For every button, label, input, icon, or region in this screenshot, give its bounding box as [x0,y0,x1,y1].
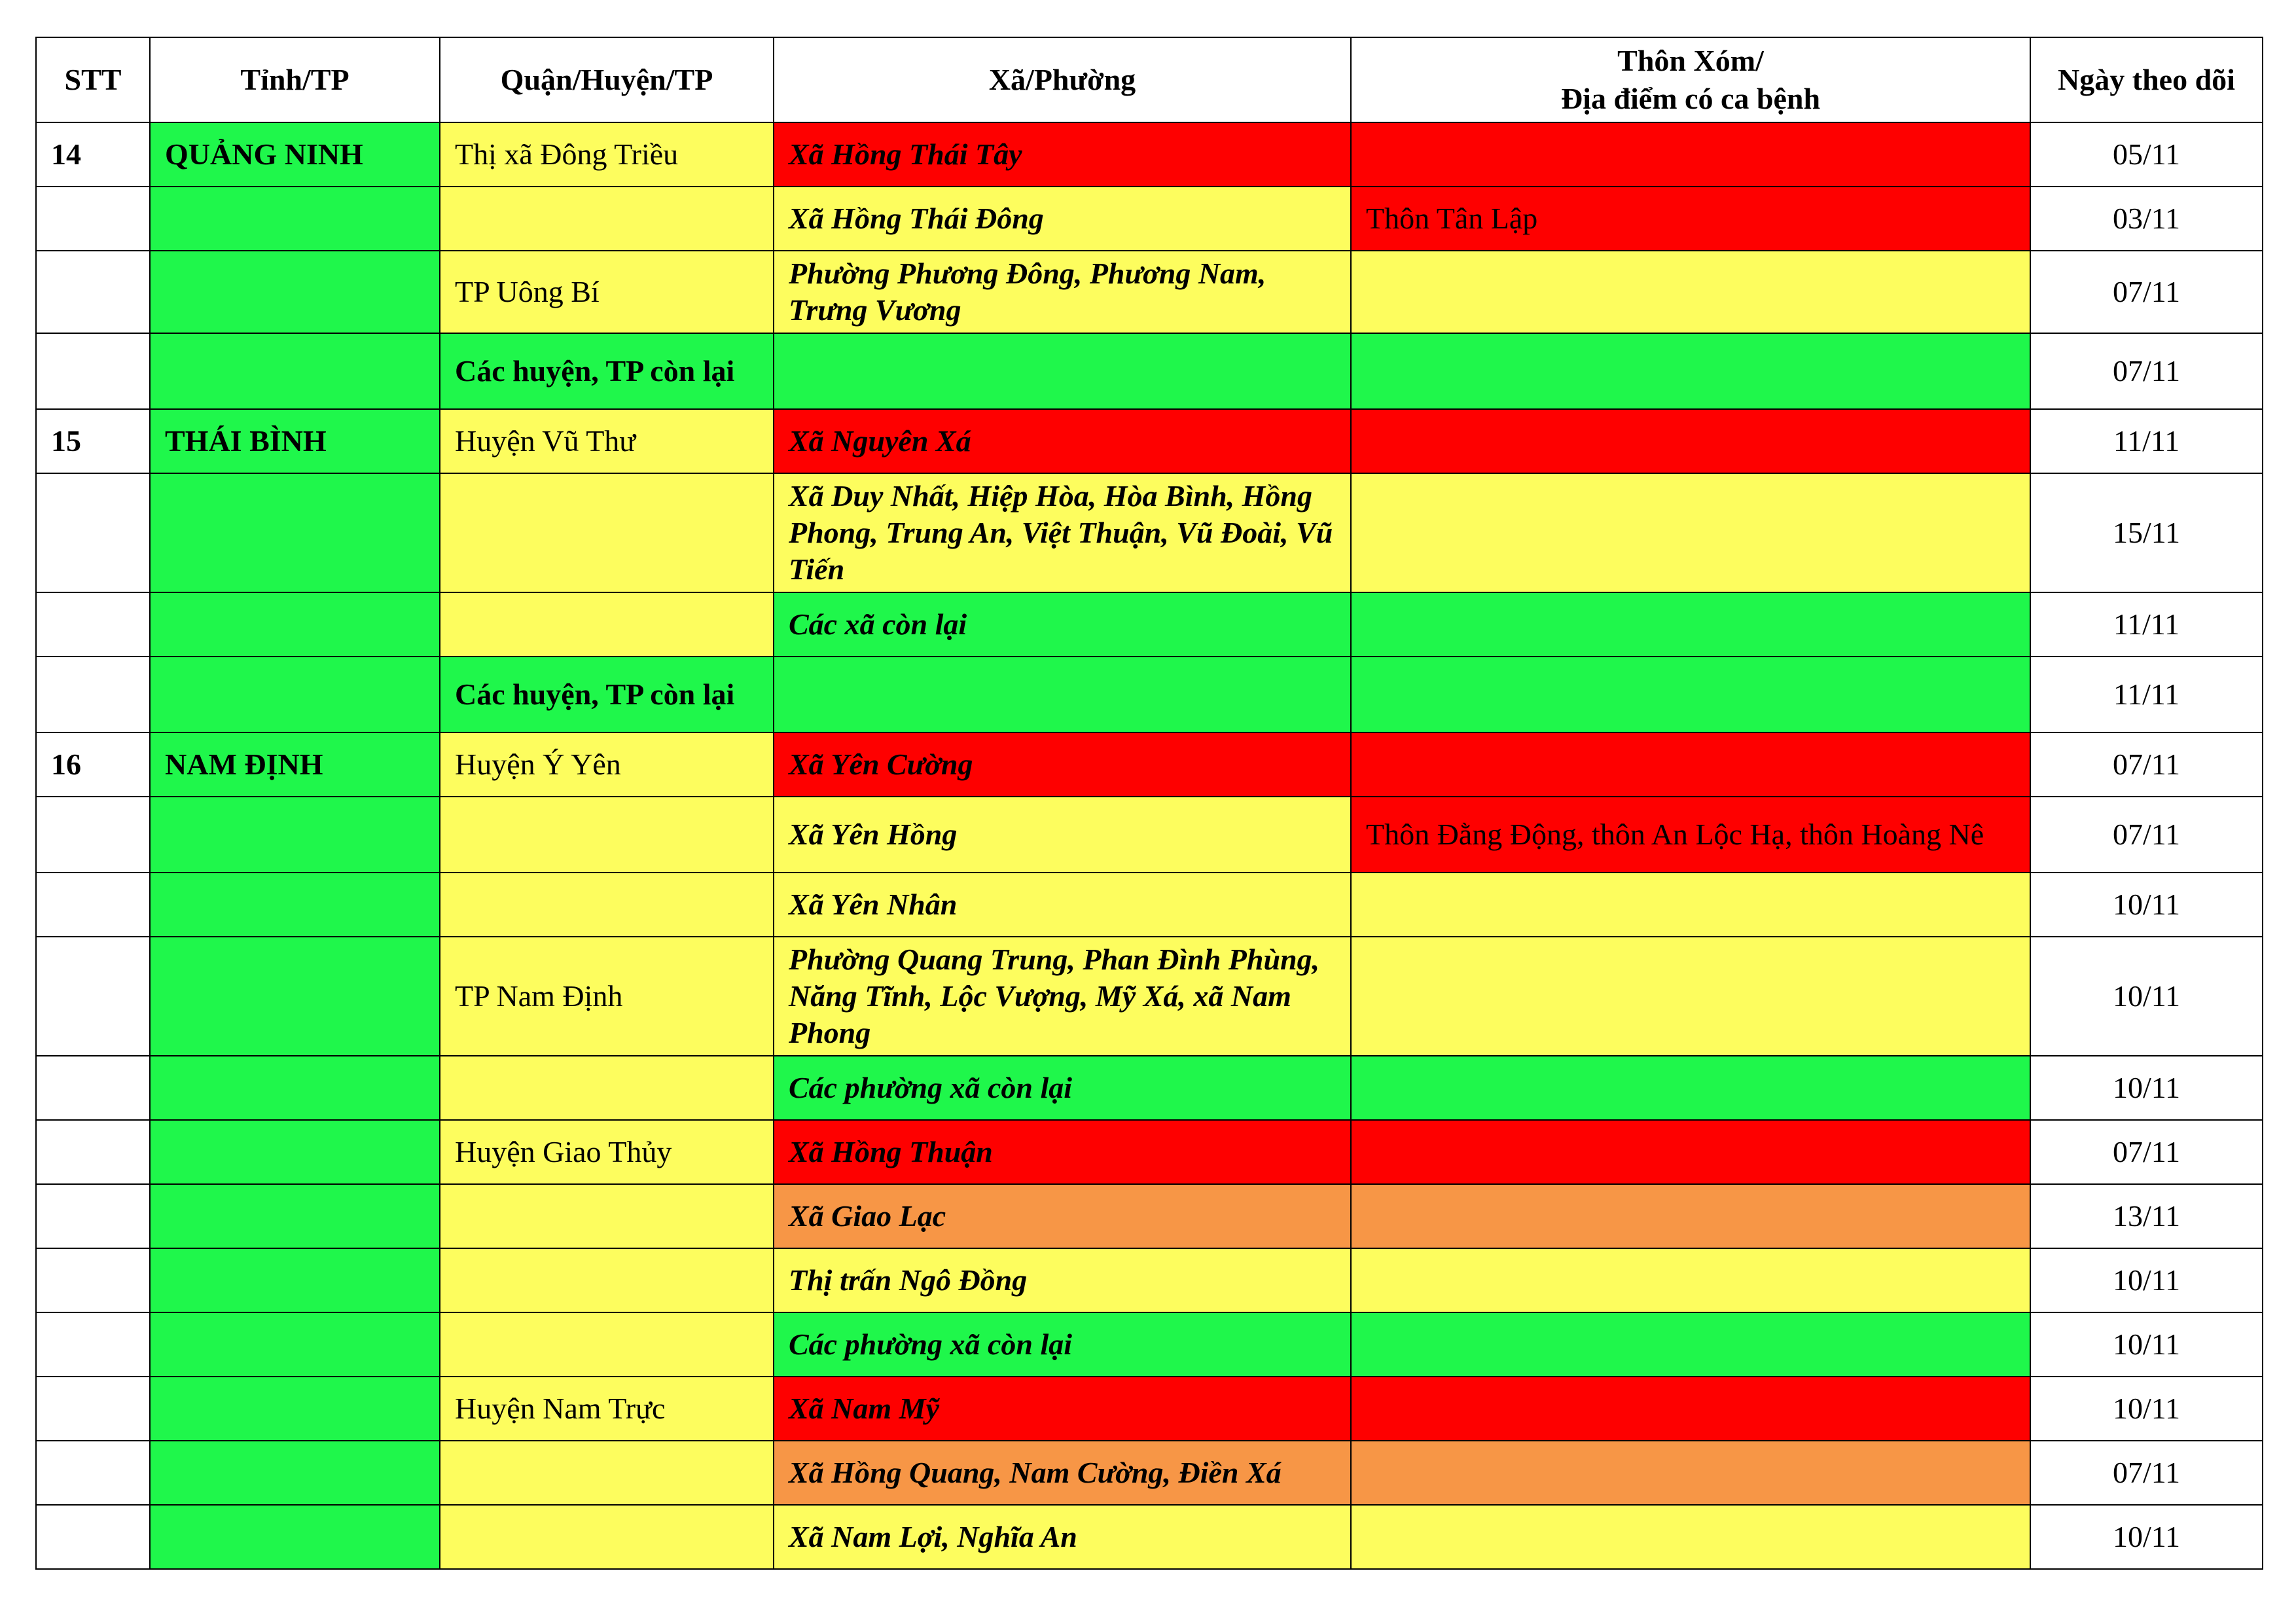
stt-cell [36,873,150,937]
date-cell: 07/11 [2030,732,2263,797]
table-row [36,409,2263,473]
province-cell [150,1377,440,1441]
date-cell: 03/11 [2030,187,2263,251]
header-village-line1: Thôn Xóm/ [1617,44,1764,77]
province-cell [150,1056,440,1120]
stt-cell: 14 [36,122,150,187]
province-cell [150,592,440,657]
stt-cell [36,1377,150,1441]
table-row [36,1312,2263,1377]
province-cell [150,873,440,937]
district-cell: Các huyện, TP còn lại [440,657,774,732]
table-row [36,122,2263,187]
table-row [36,187,2263,251]
stt-cell [36,797,150,873]
date-cell: 11/11 [2030,657,2263,732]
district-cell [440,1441,774,1505]
province-cell [150,251,440,333]
risk-level-table [35,37,2263,1570]
ward-cell: Xã Hồng Thuận [774,1120,1351,1184]
ward-cell: Các xã còn lại [774,592,1351,657]
date-cell: 11/11 [2030,409,2263,473]
date-cell: 10/11 [2030,937,2263,1056]
stt-cell [36,592,150,657]
province-cell [150,1248,440,1312]
stt-cell [36,1056,150,1120]
ward-cell: Phường Phương Đông, Phương Nam, Trưng Vương [774,251,1351,333]
stt-cell [36,1120,150,1184]
village-cell: Thôn Đằng Động, thôn An Lộc Hạ, thôn Hoàng Nê [1351,797,2030,873]
date-cell: 10/11 [2030,1312,2263,1377]
date-cell: 10/11 [2030,1377,2263,1441]
province-cell: QUẢNG NINH [150,122,440,187]
province-cell: NAM ĐỊNH [150,732,440,797]
stt-cell [36,187,150,251]
stt-cell [36,1248,150,1312]
header-district: Quận/Huyện/TP [440,37,774,122]
village-cell [1351,333,2030,409]
province-cell [150,1312,440,1377]
stt-cell [36,1505,150,1569]
province-cell [150,1120,440,1184]
province-cell [150,937,440,1056]
ward-cell: Các phường xã còn lại [774,1056,1351,1120]
village-cell [1351,1248,2030,1312]
table-row [36,657,2263,732]
header-stt: STT [36,37,150,122]
province-cell [150,1184,440,1248]
village-cell: Thôn Tân Lập [1351,187,2030,251]
date-cell: 05/11 [2030,122,2263,187]
table-row [36,797,2263,873]
village-cell [1351,251,2030,333]
district-cell: Huyện Giao Thủy [440,1120,774,1184]
village-cell [1351,873,2030,937]
date-cell: 07/11 [2030,1441,2263,1505]
district-cell [440,473,774,592]
table-row [36,473,2263,592]
stt-cell [36,333,150,409]
district-cell [440,1248,774,1312]
table-row [36,1120,2263,1184]
date-cell: 10/11 [2030,873,2263,937]
village-cell [1351,592,2030,657]
district-cell: Các huyện, TP còn lại [440,333,774,409]
date-cell: 10/11 [2030,1248,2263,1312]
date-cell: 07/11 [2030,333,2263,409]
province-cell [150,657,440,732]
village-cell [1351,1377,2030,1441]
ward-cell: Xã Nguyên Xá [774,409,1351,473]
table-row [36,333,2263,409]
village-cell [1351,1505,2030,1569]
province-cell [150,333,440,409]
table-row [36,873,2263,937]
ward-cell: Xã Duy Nhất, Hiệp Hòa, Hòa Bình, Hồng Phong, Trung An, Việt Thuận, Vũ Đoài, Vũ Tiến [774,473,1351,592]
village-cell [1351,473,2030,592]
district-cell: Huyện Ý Yên [440,732,774,797]
date-cell: 07/11 [2030,251,2263,333]
village-cell [1351,657,2030,732]
header-village-line2: Địa điểm có ca bệnh [1560,82,1821,115]
province-cell [150,473,440,592]
village-cell [1351,937,2030,1056]
district-cell [440,873,774,937]
ward-cell: Xã Yên Hồng [774,797,1351,873]
ward-cell: Xã Giao Lạc [774,1184,1351,1248]
date-cell: 10/11 [2030,1056,2263,1120]
ward-cell: Xã Hồng Quang, Nam Cường, Điền Xá [774,1441,1351,1505]
district-cell: Huyện Nam Trực [440,1377,774,1441]
ward-cell: Xã Nam Mỹ [774,1377,1351,1441]
ward-cell [774,333,1351,409]
table-row [36,1184,2263,1248]
stt-cell [36,473,150,592]
header-village [1351,37,2030,122]
district-cell: TP Nam Định [440,937,774,1056]
province-cell [150,1505,440,1569]
table-row [36,1441,2263,1505]
table-row [36,251,2263,333]
village-cell [1351,1056,2030,1120]
ward-cell: Xã Hồng Thái Tây [774,122,1351,187]
table-row [36,937,2263,1056]
header-province: Tỉnh/TP [150,37,440,122]
stt-cell [36,1441,150,1505]
village-cell [1351,1184,2030,1248]
stt-cell [36,1312,150,1377]
header-date: Ngày theo dõi [2030,37,2263,122]
district-cell [440,592,774,657]
date-cell: 13/11 [2030,1184,2263,1248]
table-row [36,732,2263,797]
ward-cell: Xã Yên Nhân [774,873,1351,937]
village-cell [1351,1120,2030,1184]
table-row [36,1377,2263,1441]
district-cell [440,1505,774,1569]
table-header [36,37,2263,122]
village-cell [1351,409,2030,473]
ward-cell: Xã Nam Lợi, Nghĩa An [774,1505,1351,1569]
village-cell [1351,732,2030,797]
province-cell [150,187,440,251]
ward-cell: Xã Yên Cường [774,732,1351,797]
date-cell: 07/11 [2030,797,2263,873]
ward-cell [774,657,1351,732]
province-cell: THÁI BÌNH [150,409,440,473]
date-cell: 15/11 [2030,473,2263,592]
ward-cell: Xã Hồng Thái Đông [774,187,1351,251]
stt-cell [36,937,150,1056]
village-cell [1351,122,2030,187]
province-cell [150,1441,440,1505]
table-row [36,1248,2263,1312]
village-cell [1351,1441,2030,1505]
header-ward: Xã/Phường [774,37,1351,122]
province-cell [150,797,440,873]
district-cell: Thị xã Đông Triều [440,122,774,187]
village-cell [1351,1312,2030,1377]
district-cell [440,1312,774,1377]
stt-cell: 16 [36,732,150,797]
date-cell: 11/11 [2030,592,2263,657]
stt-cell [36,251,150,333]
stt-cell: 15 [36,409,150,473]
district-cell [440,797,774,873]
district-cell [440,187,774,251]
table-row [36,1505,2263,1569]
ward-cell: Thị trấn Ngô Đồng [774,1248,1351,1312]
district-cell [440,1184,774,1248]
stt-cell [36,1184,150,1248]
date-cell: 10/11 [2030,1505,2263,1569]
table-row [36,592,2263,657]
district-cell [440,1056,774,1120]
table-row [36,1056,2263,1120]
stt-cell [36,657,150,732]
date-cell: 07/11 [2030,1120,2263,1184]
ward-cell: Phường Quang Trung, Phan Đình Phùng, Năng Tĩnh, Lộc Vượng, Mỹ Xá, xã Nam Phong [774,937,1351,1056]
district-cell: Huyện Vũ Thư [440,409,774,473]
district-cell: TP Uông Bí [440,251,774,333]
ward-cell: Các phường xã còn lại [774,1312,1351,1377]
